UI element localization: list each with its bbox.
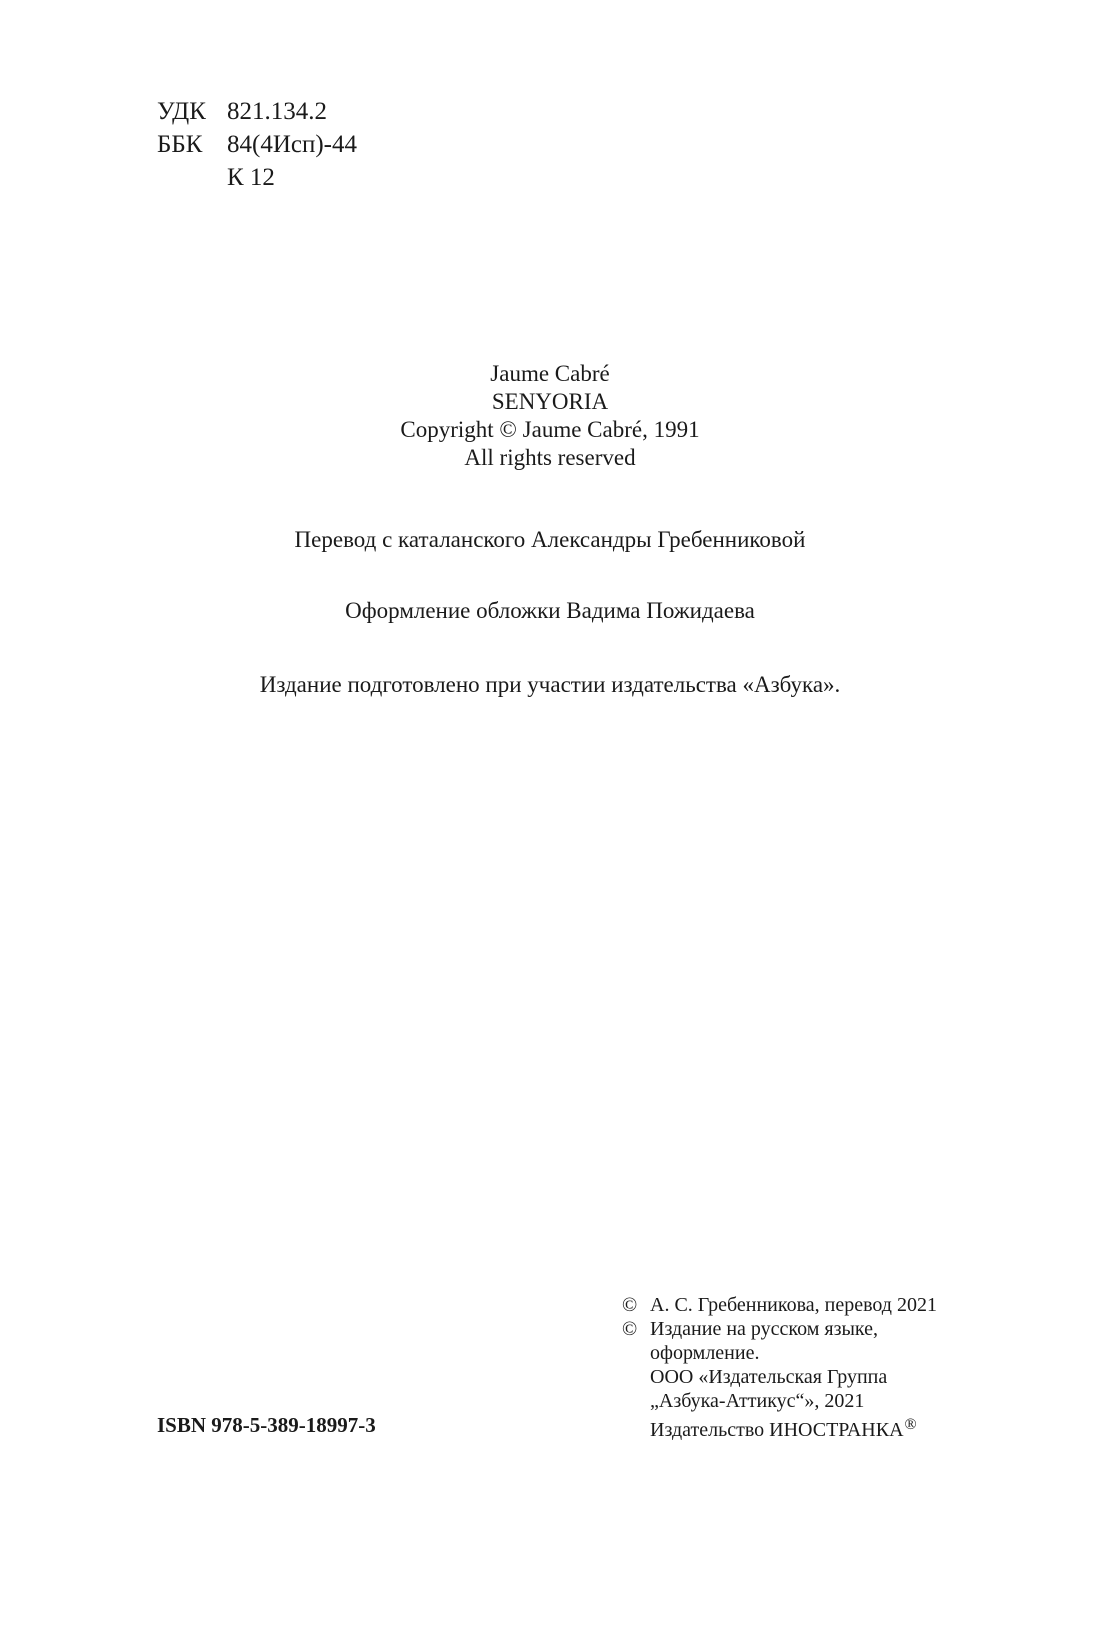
classification-row-bbk: [157, 128, 357, 161]
classification-key: УДК: [157, 98, 206, 125]
copyright-mark: ©: [622, 1318, 638, 1340]
original-rights: All rights reserved: [464, 445, 636, 470]
publisher-name: Издательство ИНОСТРАНКА: [650, 1419, 904, 1441]
classification-key: ББК: [157, 131, 203, 158]
classification-value: К 12: [227, 164, 275, 191]
translation-credit: Перевод с каталанского Александры Гребенниковой: [294, 527, 806, 552]
original-edition-block: [0, 360, 1100, 472]
copyright-line: „Азбука-Аттикус“», 2021: [650, 1390, 865, 1412]
copyright-line: ООО «Издательская Группа: [650, 1366, 888, 1388]
copyright-notices: [622, 1293, 1022, 1442]
original-copyright: Copyright © Jaume Cabré, 1991: [400, 417, 700, 442]
classification-value: 821.134.2: [227, 98, 327, 125]
copyright-lines: [650, 1317, 917, 1442]
classification-value: 84(4Исп)-44: [227, 131, 358, 158]
classification-key: [157, 161, 227, 194]
copyright-line-publisher: [650, 1413, 917, 1442]
cover-design-credit: Оформление обложки Вадима Пожидаева: [345, 598, 755, 623]
copyright-line: Издание на русском языке,: [650, 1318, 878, 1340]
isbn: ISBN 978-5-389-18997-3: [157, 1413, 376, 1437]
edition-note: Издание подготовлено при участии издательства «Азбука».: [259, 672, 841, 697]
original-author: Jaume Cabré: [490, 361, 610, 386]
original-title: SENYORIA: [491, 389, 609, 414]
copyright-line: оформление.: [650, 1342, 760, 1364]
copyright-notice-translation: [622, 1293, 1022, 1317]
registered-trademark-icon: ®: [904, 1416, 917, 1433]
copyright-lines: [650, 1293, 937, 1317]
classification-row-udk: [157, 95, 357, 128]
copyright-notice-edition: [622, 1317, 1022, 1442]
copyright-mark: ©: [622, 1294, 638, 1316]
classification-block: [157, 95, 357, 194]
copyright-line: А. С. Гребенникова, перевод 2021: [650, 1294, 937, 1316]
classification-row-author-mark: [157, 161, 357, 194]
